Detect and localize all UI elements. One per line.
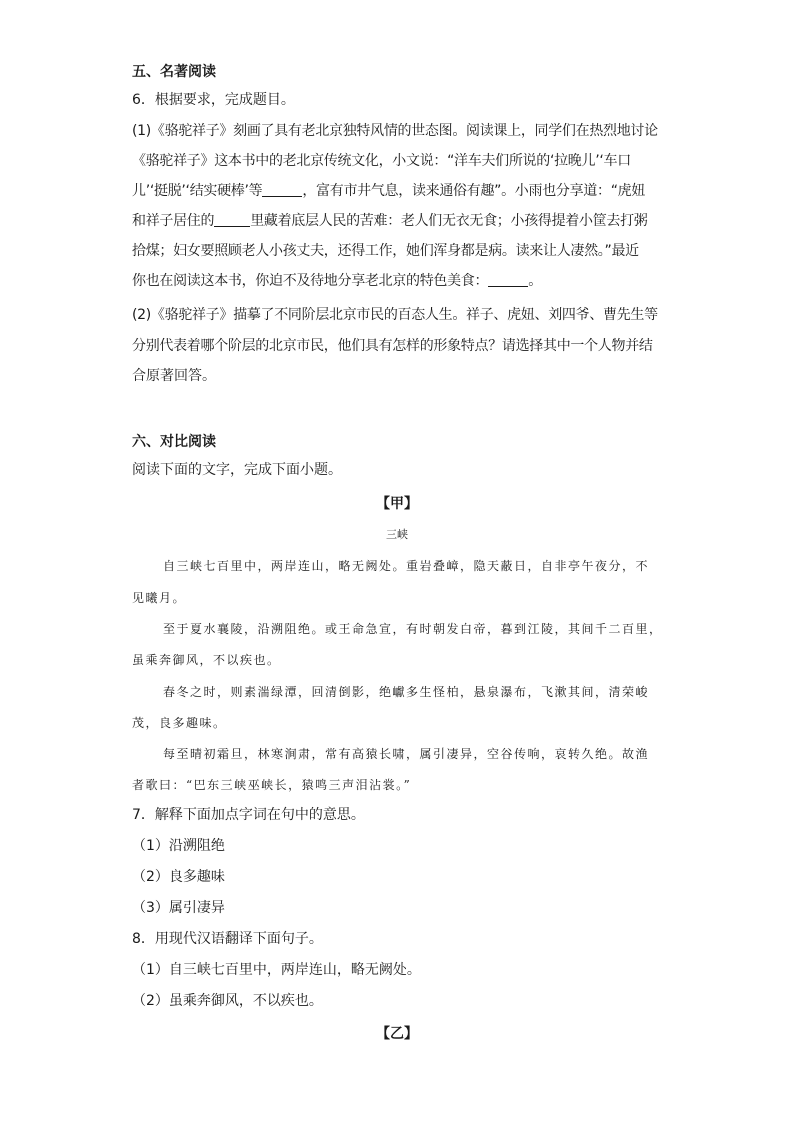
q6-part2-line1: (2)《骆驼祥子》描摹了不同阶层北京市民的百态人生。祥子、虎妞、刘四爷、曹先生等 [132, 307, 658, 323]
q6-part1-line5: 拾煤；妇女要照顾老人小孩丈夫，还得工作，她们浑身都是病。读来让人凄然。”最近 [132, 243, 639, 259]
passage-title: 三峡 [386, 528, 408, 541]
q6-part1-line4-text-a: 和祥子居住的 [132, 213, 215, 229]
q6-part1-line4 [132, 212, 672, 230]
section-six-intro: 阅读下面的文字，完成下面小题。 [132, 462, 342, 478]
answer-blank-2[interactable] [214, 212, 250, 227]
classical-para3-line1: 春冬之时，则素湍绿潭，回清倒影，绝巘多生怪柏，悬泉瀑布，飞漱其间，清荣峻 [163, 685, 650, 699]
classical-para4-line1: 每至晴初霜旦，林寒涧肃，常有高猿长啸，属引凄异，空谷传响，哀转久绝。故渔 [163, 747, 650, 761]
question-seven-item-2: （2）良多趣味 [132, 869, 225, 885]
classical-para1-line1: 自三峡七百里中，两岸连山，略无阙处。重岩叠嶂，隐天蔽日，自非亭午夜分，不 [163, 559, 650, 573]
q6-part2-line3: 合原著回答。 [132, 368, 216, 384]
answer-blank-3[interactable] [488, 272, 528, 287]
classical-para2-line1: 至于夏水襄陵，沿溯阻绝。或王命急宣，有时朝发白帝，暮到江陵，其间千二百里， [163, 622, 663, 636]
passage-jia-label: 【甲】 [376, 496, 418, 512]
question-seven: 7．解释下面加点字词在句中的意思。 [132, 807, 365, 823]
question-six-intro: 6．根据要求，完成题目。 [132, 92, 295, 108]
answer-blank-1[interactable] [262, 182, 302, 197]
classical-para4-line2: 者歌曰：“巴东三峡巫峡长，猿鸣三声泪沾裳。” [132, 778, 412, 792]
question-eight: 8．用现代汉语翻译下面句子。 [132, 931, 323, 947]
question-seven-item-3: （3）属引凄异 [132, 900, 225, 916]
classical-para2-line2: 虽乘奔御风，不以疾也。 [132, 653, 281, 667]
classical-para3-line2: 茂，良多趣味。 [132, 716, 227, 730]
classical-para1-line2: 见曦月。 [132, 591, 187, 605]
q6-part1-line1: (1)《骆驼祥子》刻画了具有老北京独特风情的世态图。阅读课上，同学们在热烈地讨论 [132, 123, 658, 139]
passage-yi-label: 【乙】 [376, 1026, 418, 1042]
q6-part1-line2: 《骆驼祥子》这本书中的老北京传统文化，小文说：“洋车夫们所说的‘拉晚儿’‘车口 [132, 153, 631, 169]
q6-part1-line6-text-a: 你也在阅读这本书，你迫不及待地分享老北京的特色美食： [132, 273, 489, 289]
question-seven-item-1: （1）沿溯阻绝 [132, 838, 225, 854]
question-eight-item-1: （1）自三峡七百里中，两岸连山，略无阙处。 [132, 962, 421, 978]
q6-part1-line4-text-b: 里藏着底层人民的苦难：老人们无衣无食；小孩得提着小筐去打粥 [250, 213, 648, 229]
q6-part2-line2: 分别代表着哪个阶层的北京市民，他们具有怎样的形象特点？请选择其中一个人物并结 [132, 338, 653, 354]
q6-part1-line3-text-a: 儿’‘挺脱’‘结实硬棒’等 [132, 183, 263, 199]
q6-part1-line3-text-b: ，富有市井气息，读来通俗有趣”。小雨也分享道：“虎妞 [302, 183, 646, 199]
question-eight-item-2: （2）虽乘奔御风，不以疾也。 [132, 993, 323, 1009]
section-five-heading: 五、名著阅读 [132, 64, 216, 80]
section-six-heading: 六、对比阅读 [132, 434, 216, 450]
q6-part1-line3 [132, 182, 672, 200]
q6-part1-line6-text-b: 。 [528, 273, 542, 289]
q6-part1-line6 [132, 272, 672, 290]
